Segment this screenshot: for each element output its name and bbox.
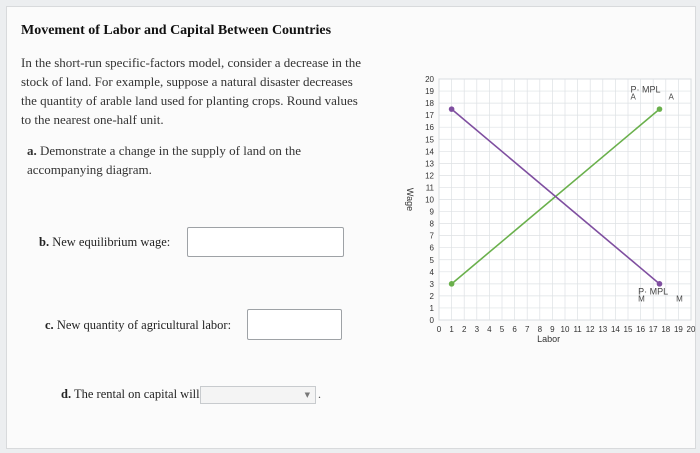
y-tick-label: 12	[425, 171, 434, 181]
y-tick-label: 18	[425, 99, 434, 109]
y-tick-label: 13	[425, 159, 434, 169]
y-tick-label: 16	[425, 123, 434, 133]
y-tick-label: 10	[425, 195, 434, 205]
question-card	[6, 6, 696, 449]
x-tick-label: 18	[661, 325, 671, 334]
part-d-label	[61, 387, 200, 402]
x-tick-label: 17	[648, 325, 658, 334]
part-c-text: New quantity of agricultural labor:	[56, 318, 232, 332]
y-tick-label: 17	[425, 111, 434, 121]
label-sub-2: A	[668, 92, 674, 102]
label-p: P	[630, 84, 637, 95]
y-tick-labels	[425, 75, 434, 325]
x-tick-label: 10	[560, 325, 570, 334]
x-tick-label: 0	[436, 325, 442, 334]
x-tick-label: 20	[686, 325, 696, 334]
x-tick-label: 7	[524, 325, 530, 334]
y-tick-label: 3	[429, 279, 434, 289]
y-tick-label: 5	[429, 255, 434, 265]
dropdown-trailing-period: .	[318, 387, 321, 401]
y-tick-label: 8	[429, 219, 434, 229]
series-endpoint	[449, 281, 455, 287]
label-mpl: · MPL	[644, 286, 669, 297]
x-tick-label: 12	[585, 325, 595, 334]
y-tick-label: 6	[429, 243, 434, 253]
part-d-letter: d.	[61, 387, 72, 401]
y-tick-label: 19	[425, 87, 434, 97]
chevron-down-icon: ▼	[304, 391, 310, 399]
y-axis-label: Wage	[405, 187, 415, 212]
x-tick-label: 19	[673, 325, 683, 334]
y-tick-label: 11	[425, 183, 434, 193]
x-tick-label: 9	[550, 325, 555, 334]
y-tick-label: 14	[425, 147, 434, 157]
x-tick-label: 11	[573, 325, 582, 334]
label-p: P	[638, 286, 645, 297]
label-mpl: · MPL	[636, 84, 661, 95]
label-sub-1: M	[638, 294, 645, 304]
x-axis-label: Labor	[537, 334, 561, 344]
x-tick-label: 2	[461, 325, 467, 334]
y-tick-label: 4	[429, 267, 434, 277]
part-a-letter: a.	[27, 143, 37, 158]
y-tick-label: 7	[429, 231, 434, 241]
x-tick-label: 6	[512, 325, 517, 334]
x-tick-label: 15	[623, 325, 633, 334]
part-b-letter: b.	[39, 235, 50, 249]
x-tick-label: 5	[499, 325, 505, 334]
series-endpoint	[657, 106, 663, 112]
y-tick-label: 0	[429, 316, 434, 325]
specific-factors-chart[interactable]	[385, 62, 697, 352]
part-c-label	[45, 318, 231, 333]
label-sub-1: A	[630, 92, 636, 102]
y-tick-label: 1	[429, 303, 434, 313]
page-title: Movement of Labor and Capital Between Countries	[21, 23, 332, 38]
part-a-prompt	[27, 141, 347, 179]
x-tick-label: 16	[636, 325, 646, 334]
x-tick-label: 14	[610, 325, 620, 334]
x-tick-label: 4	[487, 325, 492, 334]
capital-rental-dropdown[interactable]	[200, 386, 316, 404]
x-tick-label: 8	[537, 325, 543, 334]
y-tick-label: 9	[429, 207, 434, 217]
x-tick-label: 3	[474, 325, 480, 334]
x-tick-label: 13	[598, 325, 608, 334]
part-c-letter: c.	[45, 318, 54, 332]
part-b-label	[39, 235, 170, 250]
question-intro: In the short-run specific-factors model, consider a decrease in the stock of land. For example, suppose a natural disaster decreases the quantity of arable land used for planting crops. Round values to the nearest one-half unit.	[21, 55, 362, 127]
series-endpoint	[449, 106, 455, 112]
y-tick-label: 20	[425, 75, 434, 84]
x-tick-labels	[437, 325, 696, 334]
label-sub-2: M	[676, 294, 683, 304]
y-tick-label: 15	[425, 135, 434, 145]
x-tick-label: 1	[449, 325, 454, 334]
part-a-text: Demonstrate a change in the supply of land on the accompanying diagram.	[27, 143, 302, 177]
agricultural-labor-input[interactable]	[247, 309, 342, 340]
equilibrium-wage-input[interactable]	[187, 227, 344, 257]
part-b-text: New equilibrium wage:	[52, 235, 171, 249]
part-d-text: The rental on capital will	[73, 387, 200, 401]
y-tick-label: 2	[429, 291, 434, 301]
